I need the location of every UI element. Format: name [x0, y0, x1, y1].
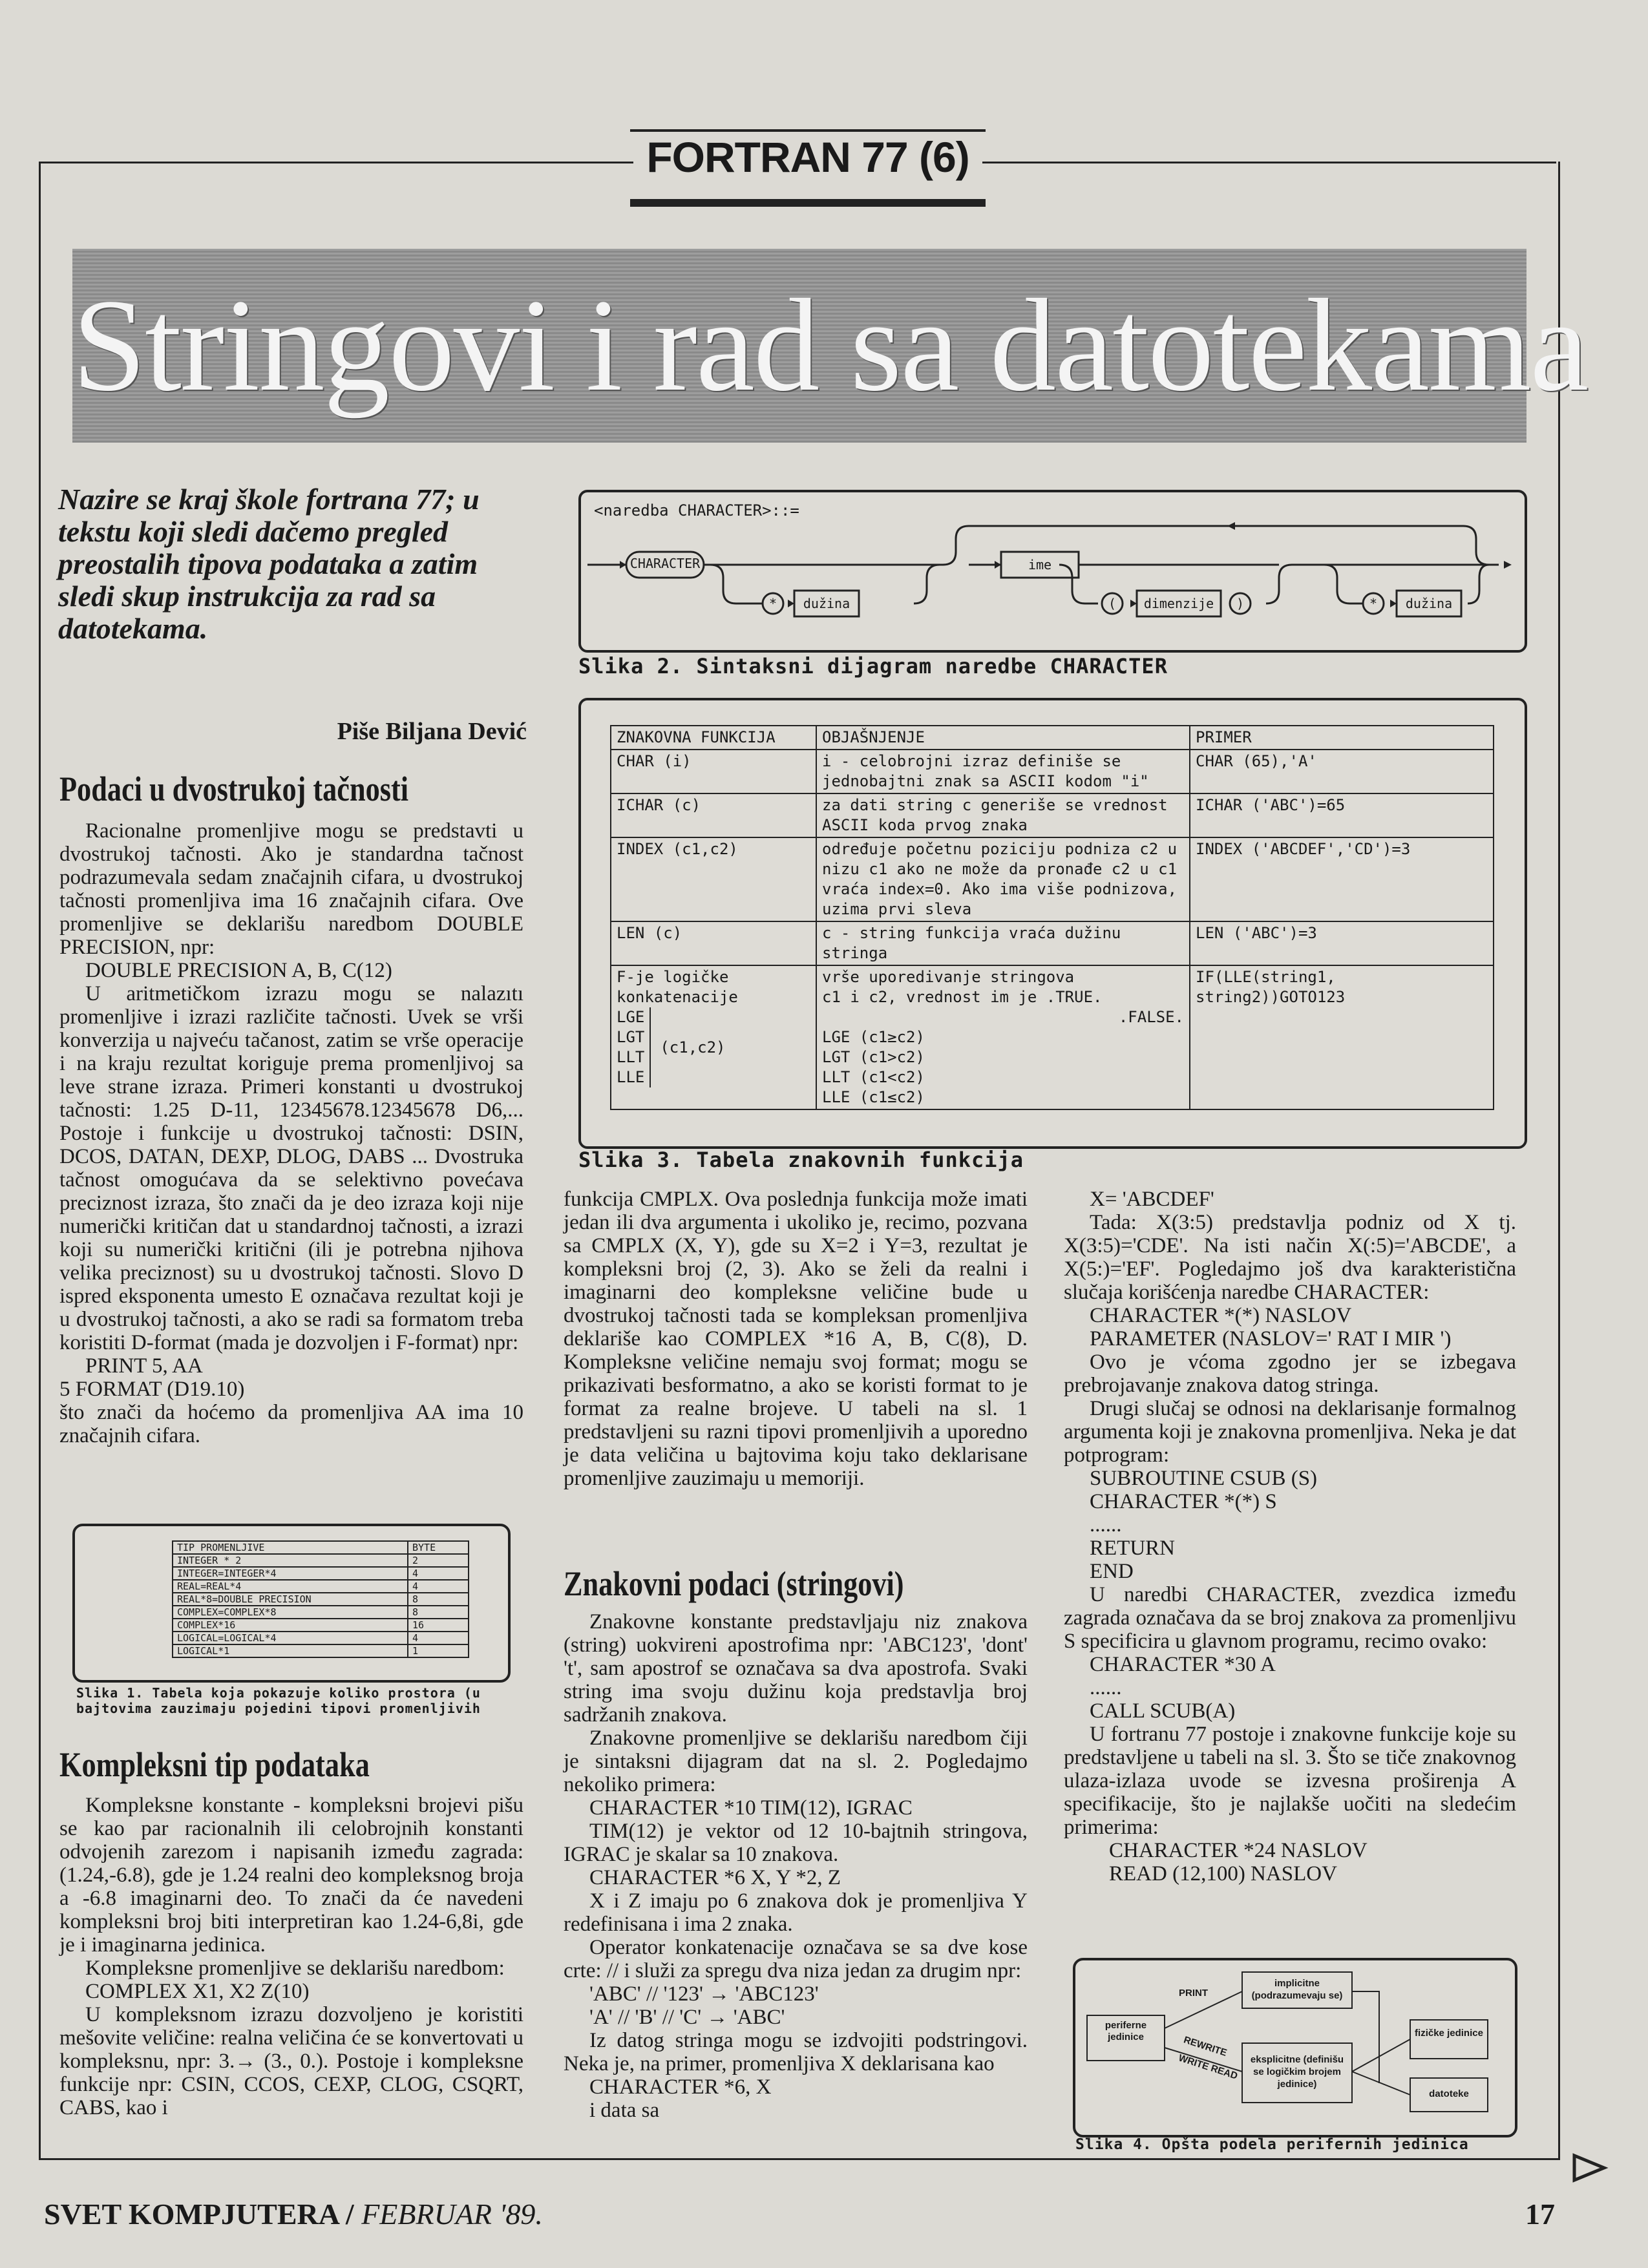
diagram-node: eksplicitne (definišu se logičkim brojem jedinice) [1250, 2054, 1344, 2090]
magazine-footer [44, 2197, 543, 2231]
code-line: CHARACTER *6, X [589, 2075, 772, 2099]
variable-type-table [172, 1540, 469, 1658]
table-cell: za dati string c generiše se vrednost ASCII koda prvog znaka [816, 793, 1190, 837]
table-header: TIP PROMENLJIVE [173, 1541, 408, 1554]
section-rule [630, 199, 986, 207]
table-cell: LOGICAL=LOGICAL*4 [173, 1632, 408, 1644]
column-complex [59, 1794, 523, 2119]
code-line: 'ABC' // '123' → 'ABC123' [589, 1982, 819, 2006]
cell-line: LGT [617, 1028, 645, 1046]
diagram-node: periferne jedinice [1104, 2020, 1147, 2042]
paragraph: Znakovne konstante predstavljaju niz znakova (string) uokvireni apostrofima npr: 'ABC123', 'dont' 't', sam apostrof se označava sa dva apostrofa. Svaki string ima svoju dužinu koja predstavlja broj sadržanih znakova. [564, 1610, 1028, 1727]
diagram-node: * [768, 596, 777, 611]
paragraph: što znači da hoćemo da promenljiva AA ima 10 značajnih cifara. [59, 1401, 523, 1447]
section-heading: Znakovni podaci (stringovi) [564, 1564, 904, 1603]
table-row [173, 1567, 469, 1580]
paragraph: Iz datog stringa mogu se izdvojiti podstringovi. Neka je, na primer, promenljiva X deklarisana kao [564, 2029, 1028, 2075]
table-row [173, 1644, 469, 1657]
cell-line: LLT (c1<c2) [822, 1068, 925, 1086]
paragraph: TIM(12) je vektor od 12 10-bajtnih stringova, IGRAC je skalar sa 10 znakova. [564, 1820, 1028, 1866]
diagram-node: CHARACTER [629, 556, 701, 571]
table-cell: INTEGER=INTEGER*4 [173, 1567, 408, 1580]
table-cell [611, 965, 816, 1109]
table-cell: 4 [408, 1567, 469, 1580]
paragraph: U naredbi CHARACTER, zvezdica između zagrada označava da se broj znakova za promenljivu S specificira u glavnom programu, recimo ovako: [1064, 1583, 1516, 1653]
paragraph: Znakovne promenljive se deklarišu naredbom čiji je sintaksni dijagram dat na sl. 2. Pogledajmo nekoliko primera: [564, 1727, 1028, 1796]
diagram-node: dužina [1405, 596, 1453, 611]
diagram-label: REWRITE [1182, 2034, 1229, 2059]
table-cell: 16 [408, 1619, 469, 1632]
column-right [1064, 1188, 1516, 1885]
diagram-label: READ [1209, 2063, 1240, 2082]
section-rule [630, 129, 986, 132]
table-cell: INDEX ('ABCDEF','CD')=3 [1190, 837, 1494, 921]
table-cell [816, 965, 1190, 1109]
paragraph: Kompleksne konstante - kompleksni brojevi pišu se kao par racionalnih ili celobrojnih konstanti odvojenih zarezom i napisanih između zagrada: (1.24,-6.8), gde je 1.24 realni deo kompleksnog broja a -6.8 imaginarni deo. To znači da će navedeni kompleksni broj biti interpretiran kao 1.24-6,8i, gde je i imaginarna jedinica. [59, 1794, 523, 1957]
table-cell: određuje početnu poziciju podniza c2 u nizu c1 ako ne može da pronađe c2 u c1 vraća index=0. Ako ima više podnizova, uzima prvi sleva [816, 837, 1190, 921]
diagram-node: dužina [803, 596, 850, 611]
code-line: CHARACTER *6 X, Y *2, Z [589, 1866, 841, 1889]
figure-2-box [578, 490, 1527, 653]
table-row [173, 1593, 469, 1606]
section-label: FORTRAN 77 (6) [646, 133, 969, 181]
figure-3-caption: Slika 3. Tabela znakovnih funkcija [578, 1148, 1024, 1172]
cell-line: IF(LLE(string1, [1196, 968, 1336, 986]
code-line: ...... [1090, 1676, 1122, 1699]
paragraph: X i Z imaju po 6 znakova dok je promenljiva Y redefinisana i ima 2 znaka. [564, 1889, 1028, 1936]
code-line: PRINT 5, AA [85, 1354, 203, 1378]
cell-line: F-je logičke [617, 968, 729, 986]
table-row [611, 793, 1494, 837]
figure-3-box [578, 698, 1527, 1149]
code-line: CHARACTER *(*) S [1090, 1490, 1277, 1513]
cell-line: LGT (c1>c2) [822, 1048, 925, 1066]
cell-line: konkatenacije [617, 988, 738, 1006]
table-row [173, 1554, 469, 1567]
paragraph: i data sa [589, 2099, 660, 2122]
continue-arrow-icon [1570, 2152, 1609, 2184]
diagram-label: WRITE [1177, 2052, 1210, 2073]
code-line: CHARACTER *30 A [1090, 1653, 1276, 1676]
byline: Piše Biljana Dević [337, 718, 527, 745]
table-cell: 4 [408, 1632, 469, 1644]
table-row [173, 1606, 469, 1619]
table-cell: LEN (c) [611, 921, 816, 965]
table-row [611, 837, 1494, 921]
paragraph: U aritmetičkom izrazu mogu se nalazıtı promenljive i izrazi različite tačnosti. Uvek se vrši konverzija u najveću tačanost, zatim se vrše operacije i na kraju rezultat koriguje prema promenljivoj sa leve strane izraza. Primeri konstanti u dvostrukoj tačnosti: 1.25 D-11, 12345678.12345678 D6,... Postoje i funkcije u dvostrukoj tačnosti: DSIN, DCOS, DATAN, DEXP, DLOG, DABS ... Dvostruka tačnost omogućava da se selektivno povećava preciznost izraza, što znači da je deo izraza koji nije numerički kritičan dat u standardnoj tačnosti, a izrazi koji su numerički kritični (ili je potrebna njihova velika preciznost) su u dvostrukoj tačnosti. Slovo D ispred eksponenta umesto E označava rezultat koji je u dvostrukoj tačnosti, a ako se radi sa formatom treba koristiti D-format (mada je dozvoljen i F-format) npr: [59, 982, 523, 1354]
figure-4-box [1073, 1958, 1517, 2137]
table-cell: CHAR (65),'A' [1190, 750, 1494, 793]
cell-line: .FALSE. [1118, 1008, 1184, 1026]
diagram-node: fizičke jedinice [1415, 2028, 1483, 2039]
code-line: RETURN [1090, 1537, 1175, 1560]
table-cell [1190, 965, 1494, 1109]
title-banner [72, 249, 1588, 443]
paragraph: Tada: X(3:5) predstavlja podniz od X tj. X(3:5)='CDE'. Na isti način X(:5)='ABCDE', a X(5:)='EF'. Pogledajmo još dva karakteristična slučaja korišćenja naredbe CHARACTER: [1064, 1211, 1516, 1304]
code-line: PARAMETER (NASLOV=' RAT I MIR ') [1090, 1327, 1452, 1350]
table-header: ZNAKOVNA FUNKCIJA [611, 726, 816, 750]
section-heading: Podaci u dvostrukoj tačnosti [59, 770, 409, 808]
code-line: CHARACTER *10 TIM(12), IGRAC [589, 1796, 913, 1820]
paragraph: U kompleksnom izrazu dozvoljeno je koristiti mešovite veličine: realna veličina će se konvertovati u kompleksnu, npr: 3.→ (3., 0.). Postoje i kompleksne funkcije npr: CSIN, CCOS, CEXP, CLOG, CSQRT, CABS, kao i [59, 2003, 523, 2119]
paragraph: Drugi slučaj se odnosi na deklarisanje formalnog argumenta koji je znakovna promenljiva. Neka je dat potprogram: [1064, 1397, 1516, 1467]
cell-line: LLT [617, 1048, 645, 1066]
table-row [173, 1580, 469, 1593]
table-cell: 1 [408, 1644, 469, 1657]
cell-line: LGE [617, 1008, 645, 1026]
table-row [611, 750, 1494, 793]
table-cell: INDEX (c1,c2) [611, 837, 816, 921]
diagram-node: ) [1236, 596, 1245, 611]
table-cell: LOGICAL*1 [173, 1644, 408, 1657]
logic-function-group [617, 1007, 810, 1087]
article-title: Stringovi i rad sa datotekama [72, 272, 1588, 419]
figure-1-box [72, 1524, 511, 1683]
code-line: CHARACTER *(*) NASLOV [1090, 1304, 1352, 1327]
table-cell: c - string funkcija vraća dužinu stringa [816, 921, 1190, 965]
paragraph: Kompleksne promenljive se deklarišu naredbom: [85, 1957, 505, 1980]
figure-1-caption: Slika 1. Tabela koja pokazuje koliko prostora (u bajtovima zauzimaju pojedini tipovi promenljivih [76, 1685, 481, 1716]
paragraph: U fortranu 77 postoje i znakovne funkcije koje su predstavljene u tabeli na sl. 3. Što se tiče znakovnog ulaza-izlaza uvode se izvesna proširenja A specifikacije, što je najlakše uočiti na sledećim primerima: [1064, 1723, 1516, 1839]
table-cell: ICHAR (c) [611, 793, 816, 837]
page-number: 17 [1525, 2198, 1555, 2231]
code-line: SUBROUTINE CSUB (S) [1090, 1467, 1318, 1490]
table-cell: ICHAR ('ABC')=65 [1190, 793, 1494, 837]
diagram-node: datoteke [1429, 2088, 1469, 2099]
table-row [611, 965, 1494, 1109]
magazine-name: SVET KOMPJUTERA / [44, 2198, 354, 2231]
code-line: CALL SCUB(A) [1090, 1699, 1236, 1723]
column-strings [564, 1610, 1028, 2122]
table-header: PRIMER [1190, 726, 1494, 750]
table-cell: COMPLEX*16 [173, 1619, 408, 1632]
paragraph: funkcija CMPLX. Ova poslednja funkcija može imati jedan ili dva argumenta i ukoliko je, recimo, pozvana sa CMPLX (X, Y), gde su X=2 i Y=3, rezultat je kompleksni broj (2, 3). Ako se želi da realni i imaginarni deo kompleksne veličine bude u dvostrukoj tačnosti tada se kompleksan promenljiva deklariše kao COMPLEX *16 A, B, C(8), D. Kompleksne veličine nemaju svoj format; mogu se prikazivati besformatno, a ako se koristi format to je format za realne brojeve. U tabeli na sl. 1 predstavljeni su razni tipovi promenljivih a uporedno je data veličina u bajtovima koju tako deklarisane promenljive zauzimaju u memoriji. [564, 1188, 1028, 1490]
table-cell: 8 [408, 1606, 469, 1619]
paragraph: Operator konkatenacije označava se sa dve kose crte: // i služi za spregu dva niza jedan za drugim npr: [564, 1936, 1028, 1982]
code-line: COMPLEX X1, X2 Z(10) [85, 1980, 310, 2003]
code-line: READ (12,100) NASLOV [1109, 1862, 1337, 1885]
diagram-label: PRINT [1179, 1988, 1208, 1999]
diagram-node: ( [1108, 596, 1117, 611]
section-heading: Kompleksni tip podataka [59, 1745, 370, 1784]
table-header: OBJAŠNJENJE [816, 726, 1190, 750]
article-intro: Nazire se kraj škole fortrana 77; u tekstu koji sledi dačemo pregled preostalih tipova podataka a zatim sledi skup instrukcija za rad sa datotekama. [58, 483, 480, 645]
cell-line: string2))GOTO123 [1196, 988, 1346, 1006]
cell-line: c1 i c2, vrednost im je .TRUE. [822, 988, 1103, 1006]
code-line: 'A' // 'B' // 'C' → 'ABC' [589, 2006, 785, 2029]
syntax-rule: <naredba CHARACTER>::= [594, 501, 799, 520]
table-cell: COMPLEX=COMPLEX*8 [173, 1606, 408, 1619]
table-row [173, 1619, 469, 1632]
table-cell: LEN ('ABC')=3 [1190, 921, 1494, 965]
diagram-node: ime [1028, 557, 1052, 572]
column-middle [564, 1188, 1028, 1490]
cell-line: (c1,c2) [660, 1038, 726, 1056]
table-cell: CHAR (i) [611, 750, 816, 793]
logic-function-list [617, 1007, 651, 1087]
cell-line: LLE (c1≤c2) [822, 1088, 925, 1106]
top-rule [982, 162, 1556, 163]
cell-line: vrše uporedivanje stringova [822, 968, 1075, 986]
code-line: 5 FORMAT (D19.10) [59, 1378, 245, 1401]
table-row [173, 1632, 469, 1644]
table-row [611, 921, 1494, 965]
diagram-node: implicitne (podrazumevaju se) [1251, 1978, 1343, 2001]
paragraph: Ovo je vćoma zgodno jer se izbegava prebrojavanje znakova datog stringa. [1064, 1350, 1516, 1397]
paragraph: Racionalne promenljive mogu se predstavti u dvostrukoj tačnosti. Ako je standardna tačnost podrazumevala sedam značajnih cifara, u dvostrukoj tačnosti promenljiva ima 16 značajnih cifara. Ove promenljive se deklarišu naredbom DOUBLE PRECISION, npr: [59, 819, 523, 959]
table-cell: 4 [408, 1580, 469, 1593]
diagram-node: dimenzije [1143, 596, 1214, 611]
figure-2-caption: Slika 2. Sintaksni dijagram naredbe CHARACTER [578, 654, 1168, 678]
table-cell: 2 [408, 1554, 469, 1567]
code-line: DOUBLE PRECISION A, B, C(12) [85, 959, 392, 982]
cell-line: LGE (c1≥c2) [822, 1028, 925, 1046]
column-double-precision [59, 819, 523, 1447]
diagram-node: * [1369, 596, 1378, 611]
top-rule [39, 162, 633, 163]
code-line: END [1090, 1560, 1134, 1583]
table-cell: REAL=REAL*4 [173, 1580, 408, 1593]
table-cell: INTEGER * 2 [173, 1554, 408, 1567]
code-line: CHARACTER *24 NASLOV [1109, 1839, 1368, 1862]
code-line: ...... [1090, 1513, 1122, 1537]
issue-date: FEBRUAR '89. [361, 2198, 543, 2231]
table-cell: 8 [408, 1593, 469, 1606]
cell-line: LLE [617, 1068, 645, 1086]
table-cell: i - celobrojni izraz definiše se jednobajtni znak sa ASCII kodom "i" [816, 750, 1190, 793]
table-header: BYTE [408, 1541, 469, 1554]
table-cell: REAL*8=DOUBLE PRECISION [173, 1593, 408, 1606]
code-line: X= 'ABCDEF' [1090, 1188, 1214, 1211]
figure-4-caption: Slika 4. Opšta podela perifernih jedinica [1075, 2136, 1469, 2153]
string-functions-table [610, 725, 1494, 1110]
